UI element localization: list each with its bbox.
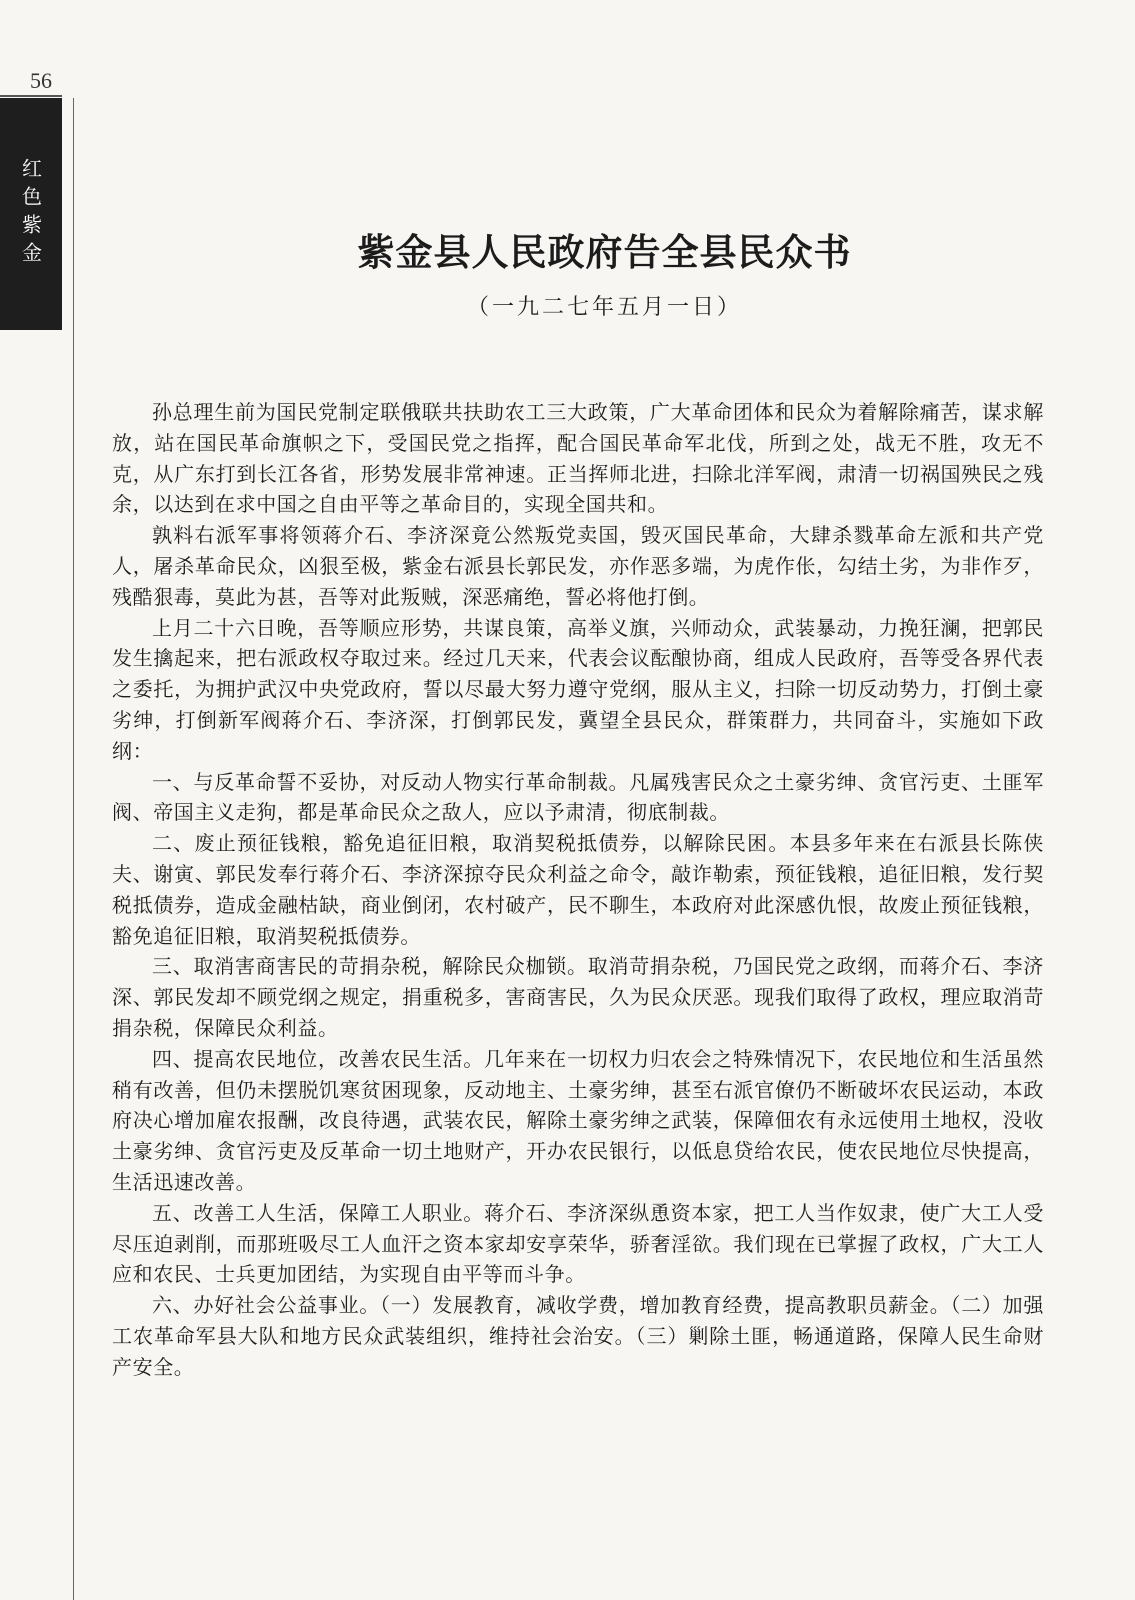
paragraph: 一、与反革命誓不妥协，对反动人物实行革命制裁。凡属残害民众之土豪劣绅、贪官污吏、土匪军阀、帝国主义走狗，都是革命民众之敌人，应以予肃清，彻底制裁。: [112, 769, 1044, 825]
page-number: 56: [30, 68, 52, 93]
paragraph: 二、废止预征钱粮，豁免追征旧粮，取消契税抵债券，以解除民困。本县多年来在右派县长陈侠夫、谢寅、郭民发奉行蒋介石、李济深掠夺民众利益之命令，敲诈勒索，预征钱粮，追征旧粮，发行契税抵债券，造成金融枯缺，商业倒闭，农村破产，民不聊生，本政府对此深感仇恨，故废止预征钱粮，豁免追征旧粮，取消契税抵债券。: [112, 831, 1044, 948]
margin-line: [73, 98, 74, 1600]
paragraph: 三、取消害商害民的苛捐杂税，解除民众枷锁。取消苛捐杂税，乃国民党之政纲，而蒋介石、李济深、郭民发却不顾党纲之规定，捐重税多，害商害民，久为民众厌恶。现我们取得了政权，理应取消苛捐杂税，保障民众利益。: [112, 954, 1044, 1040]
paragraph: 五、改善工人生活，保障工人职业。蒋介石、李济深纵恿资本家，把工人当作奴隶，使广大工人受尽压迫剥削，而那班吸尽工人血汗之资本家却安享荣华，骄奢淫欲。我们现在已掌握了政权，广大工人应和农民、士兵更加团结，为实现自由平等而斗争。: [112, 1200, 1044, 1287]
paragraph: 孰料右派军事将领蒋介石、李济深竟公然叛党卖国，毁灭国民革命，大肆杀戮革命左派和共产党人，屠杀革命民众，凶狠至极，紫金右派县长郭民发，亦作恶多端，为虎作伥，勾结土劣，为非作歹，残酷狠毒，莫此为甚，吾等对此叛贼，深恶痛绝，誓必将他打倒。: [112, 523, 1044, 609]
document-title: 紫金县人民政府告全县民众书: [357, 230, 852, 274]
paragraph: 六、办好社会公益事业。（一）发展教育，减收学费，增加教育经费，提高教职员薪金。（二）加强工农革命军县大队和地方民众武装组织，维持社会治安。（三）剿除土匪，畅通道路，保障人民生命财产安全。: [112, 1293, 1044, 1379]
document-date: （一九二七年五月一日）: [466, 295, 742, 320]
page-number-rule: [0, 95, 62, 97]
paragraph: 四、提高农民地位，改善农民生活。几年来在一切权力归农会之特殊情况下，农民地位和生活虽然稍有改善，但仍未摆脱饥寒贫困现象，反动地主、土豪劣绅，甚至右派官僚仍不断破坏农民运动，本政府决心增加雇农报酬，改良待遇，武装农民，解除土豪劣绅之武装，保障佃农有永远使用土地权，没收土豪劣绅、贪官污吏及反革命一切土地财产，开办农民银行，以低息贷给农民，使农民地位尽快提高，生活迅速改善。: [112, 1046, 1044, 1194]
paragraph: 孙总理生前为国民党制定联俄联共扶助农工三大政策，广大革命团体和民众为着解除痛苦，谋求解放，站在国民革命旗帜之下，受国民党之指挥，配合国民革命军北伐，所到之处，战无不胜，攻无不克，从广东打到长江各省，形势发展非常神速。正当挥师北进，扫除北洋军阀，肃清一切祸国殃民之残余，以达到在求中国之自由平等之革命目的，实现全国共和。: [112, 400, 1044, 517]
paragraph: 上月二十六日晚，吾等顺应形势，共谋良策，高举义旗，兴师动众，武装暴动，力挽狂澜，把郭民发生擒起来，把右派政权夺取过来。经过几天来，代表会议酝酿协商，组成人民政府，吾等受各界代表之委托，为拥护武汉中央党政府，誓以尽最大努力遵守党纲，服从主义，扫除一切反动势力，打倒土豪劣绅，打倒新军阀蒋介石、李济深，打倒郭民发，冀望全县民众，群策群力，共同奋斗，实施如下政纲：: [112, 615, 1044, 763]
side-tab: [0, 98, 62, 330]
side-tab-label: 红色紫金: [18, 158, 43, 270]
document-body: [112, 397, 1044, 1383]
